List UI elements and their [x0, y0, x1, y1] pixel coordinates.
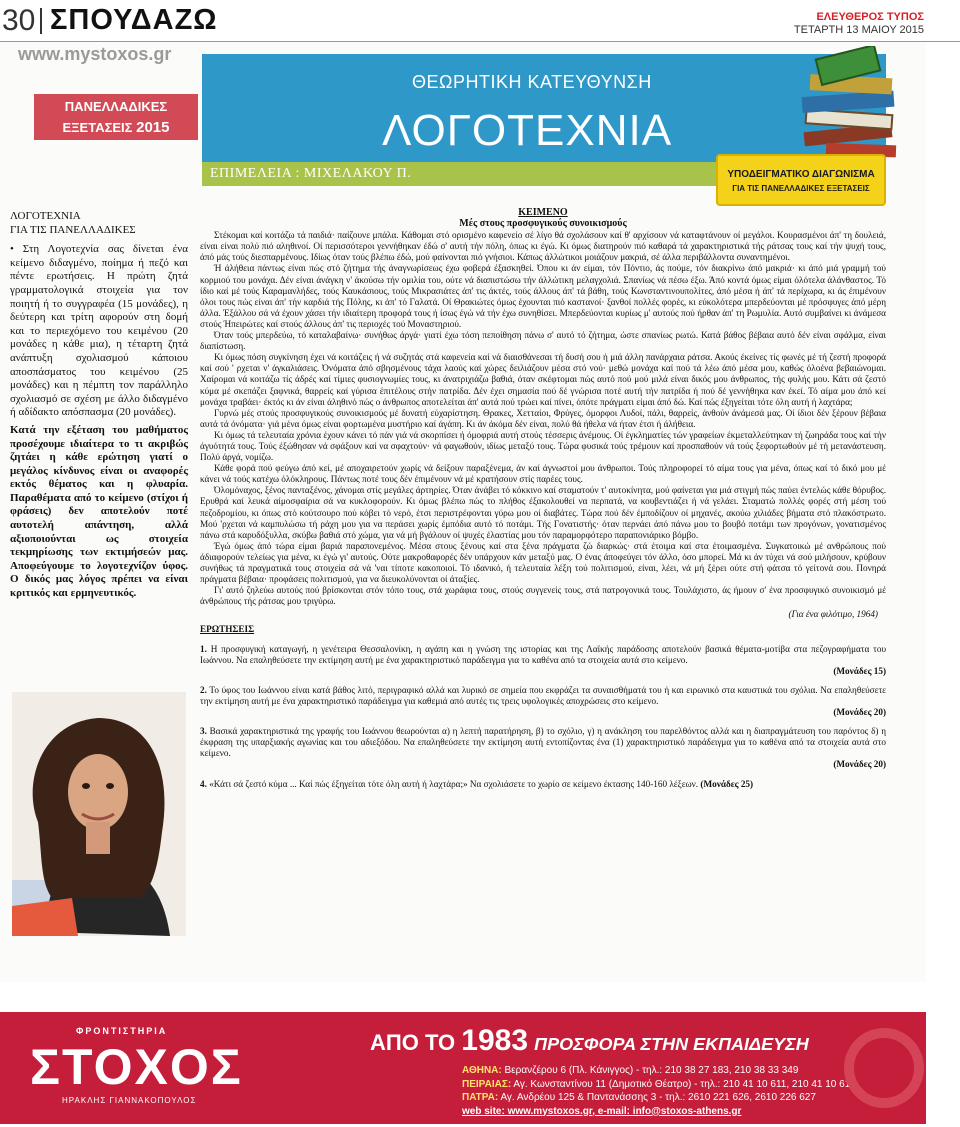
ad-founder: ΗΡΑΚΛΗΣ ΓΙΑΝΝΑΚΟΠΟΥΛΟΣ	[62, 1096, 197, 1105]
banner-title: ΛΟΓΟΤΕΧΝΙΑ	[382, 106, 673, 155]
text-paragraph: Όταν τούς μπερδεύω, τό καταλαβαίνω· συνήθως άργά· γιατί έχω τόση πεποίθηση πάνω σ' αυτό τό ζήτημα, ώστε σπανίως ρωτώ. Κατά βάθος βέβαια αυτό δέν είναι σφάλμα, είναι διαπίστωση.	[200, 330, 886, 352]
text-paragraph: Κάθε φορά πού φεύγω άπό κεί, μέ αποχαιρετούν χωρίς νά δείξουν παραξένεμα, άν καί άγνωστοί μου άνθρωποι. Τούς πληροφορεί τό αίμα τους για μένα, όπως καί τό δικό μου μέ κάνει νά τούς κατέχω όλόκληρους. Πάντως ποτέ τους δέν έπιμένουν νά μέ κρατήσουν στίς παρέες τους.	[200, 463, 886, 485]
page-number: 30	[2, 4, 36, 37]
text-paragraph: Στέκομαι καί κοιτάζω τά παιδιά· παίζουνε μπάλα. Κάθομαι στό ορισμένο καφενείο σέ λίγο θά σχολάσουν καί θ' αρχίσουν νά καταφτάνουν οί μεγάλοι. Κουρασμένοι άπ' τη δουλειά, είναι είναι πολύ πιό αληθινοί. Οί περισσότεροι γεννήθηκαν έδώ σ' αυτή τήν πόλη, όπως κι έγώ. Κι όμως διατηρούν πιό καθαρά τά χαρακτηριστικά τής ράτσας τους καί τήν ψυχή τους, άπό μάς τούς διεσπαρμένους. Ιδίως όταν τούς βλέπω έδώ, μού φαίνονται πιό γνήσιοι. Κάπως άλλώτικοι μοιάζουν μακριά, σέ άλλα περιβάλλοντα συναντημένοι.	[200, 230, 886, 263]
section-title: ΣΠΟΥΔΑΖΩ	[50, 4, 218, 36]
stoxos-advertisement	[0, 1012, 926, 1124]
badge-line2: ΕΞΕΤΑΣΕΙΣ	[62, 120, 133, 135]
badge-year: 2015	[136, 119, 170, 136]
text-paragraph: Ή άλήθεια πάντως είναι πώς στό ζήτημα τής άναγνωρίσεως έχω φοβερά έξασκηθεί. Όπου κι άν είμαι, τόν Πόντιο, άς πούμε, τόν διακρίνω άπό μακριά· κι άπό μιά γραμμή τού κορμιού του μονάχα. Δέν είναι άνάγκη ν' άκούσω τήν ομιλία του, ούτε νά διαπιστώσω τήν άλλώτικη μελαγχολιά. Σπανίως νά πέσω έξω. Άπό κοντά όμως είμαι όλότελα άλάνθαστος. Τό ίδιο καί μέ τούς Καραμανλήδες, τούς Καυκάσιους, τούς Μικρασιάτες άπ' τις άκτές, τούς άλλους άπ' τά βάθη, τούς Κωνσταντινουπολίτες, άπό μέσα ή άπ' τά περίχωρα, κι άς έπιμένουν όλοι τους πώς είναι άπ' τήν καρδιά τής Πόλης, κι άπ' τό Γαλατά. Οί Θρακιώτες όμως έχουνται πιό καστανοί· ξανθοί πολλές φορές, κι εύκολότερα μπερδεύονται μέ πρόσφυγες άπό μέρη άλλα. Έξάλλου σά νά έχουν χάσει τήν ιδιαίτερη προφορά τους ή ίσως έγώ νά τήν έχω συνηθίσει. Μπερδεύονται κυρίως μ' αυτούς πού ήρθαν άπ' τη Ρωμυλία. Αυτό συμβαίνει κι άνάμεσα στούς Ήπειρώτες καί στούς άλλους άπ' τις περιοχές τού Μοναστηριού.	[200, 263, 886, 329]
text-paragraph: Έγώ όμως άπό τώρα είμαι βαριά παραπονεμένος. Μέσα στους ξένους καί στα ξένα πράγματα ζώ διαρκώς· στά έτοιμα καί στα έτοιμασμένα. Συγκατοικώ μέ ανθρώπους πού άδιαφορούν τελείως για μένα, κι έγώ γι' αυτούς. Ούτε μακροθαφορές δέν υπάρχουν κάν μεταξύ μας. Ο ένας άποφεύγει τόν άλλο, όσο μπορεί. Μά κι άν τύχει νά σού μιλήσουν, κρύβουν συνήθως τά πραγματικά τους στοιχεία σά νά 'ναι τίποτε κακοποιοί. Τό ιδανικό, ή τελευταία λέξη τού πολιτισμού, είναι, λέει, νά μή ξέρει ούτε στή φάτσα τό γείτονά σου. Πονηρά πράγματα βέβαια· προφάσεις πολιτισμού, για να διευκολύνονται οί άταξίες.	[200, 540, 886, 585]
editor-credit: ΕΠΙΜΕΛΕΙΑ : ΜΙΧΕΛΑΚΟΥ Π.	[210, 166, 412, 181]
ad-address-patra	[462, 1091, 856, 1105]
ad-address-text: Αγ. Κωνσταντίνου 11 (Δημοτικό Θέατρο) - τηλ.: 210 41 10 611, 210 41 10 612	[513, 1078, 856, 1090]
left-intro-text: • Στη Λογοτεχνία σας δίνεται ένα κείμενο διδαγμένο, ποίημα ή πεζό και πέντε ερωτήσεις. Η πρώτη ζητά γραμματολογικά στοιχεία για τον ποιητή ή το συγγραφέα (15 μονάδες), η δεύτερη και τρίτη αφορούν στη δομή και το περιεχόμενο του κειμένου (20 μονάδες η κάθε μια), η τέταρτη ζητά ανάπτυξη σχολιασμού κάποιου αποσπάσματος του κειμένου (25 μονάδες) και η πέμπτη τον παράλληλο σχολιασμό σε σχέση με άλλο διδαγμένο ή αδίδακτο απόσπασμα (20 μονάδες).	[10, 243, 188, 419]
question-number: 2.	[200, 684, 207, 695]
text-source: (Για ένα φιλότιμο, 1964)	[788, 609, 878, 620]
text-paragraph: Κι όμως πόση συγκίνηση έχει νά κοιτάζεις ή νά συζητάς στά καφενεία καί νά διαισθάνεσαι τή δυσή σου ή μιά άλλη πανάρχαια ράτσα. Ακούς έκείνες τίς φωνές μέ τή ζεστή προφορά καί σού ' ρχεται ν' άγκαλιάσεις. Όνόματα άπό σβησμένους τάχα λαούς καί χώρες δειλιάζουν μέσα στό νού· μεθώ μονάχα καί πού τά λέω άπό μέσα μου, καθώς όλοένα βεβαιώνομαι. Χαίρομαι νά κοιτάζω τίς άδρές καί τίμιες φυσιογνωμίες τους, κι άνατριχιάζω βαθιά, όταν σκέφτομαι πώς αυτό πού μού μιλά είναι δικός μου άνθρωπος, τής φυλής μου. Κάτι σά ζεστό κύμα μέ σκεπάζει ξαφνικά, θαρρείς καί γύρισα έπιτέλους στήν πατρίδα. Δέν έχει σημασία πού δέ γνώρισα ποτέ αυτή τήν πατρίδα ή πού δέ γεννήθηκα καν έκεί. Τό αίμα μου άπό κεί μονάχα τραβάει· έκτός κι άν είναι άληθινό πώς ο άνθρωπος αποτελείται άπ' αυτά πού τρώει καί πίνει, όπότε πράγματι είμαι άπό δώ. Καί πώς έξηγείται τότε όλη αυτή ή λαχτάρα;	[200, 352, 886, 407]
question-item	[200, 644, 886, 677]
question-number: 4.	[200, 778, 207, 789]
question-number: 3.	[200, 726, 207, 737]
banner-subtitle: ΘΕΩΡΗΤΙΚΗ ΚΑΤΕΥΘΥΝΣΗ	[412, 72, 652, 92]
ad-city: ΠΕΙΡΑΙΑΣ:	[462, 1078, 512, 1090]
ad-tagline-pre: ΑΠΟ ΤΟ	[370, 1030, 456, 1055]
ad-web-link[interactable]: web site: www.mystoxos.gr, e-mail: info@stoxos-athens.gr	[462, 1105, 742, 1117]
left-advice-text: Κατά την εξέταση του μαθήματος προσέχουμε ιδιαίτερα το τι ακριβώς ζητάει η κάθε ερώτηση γιατί ο μεγάλος κίνδυνος είναι οι αναφορές εκτός θέματος και η φλυαρία. Παραθέματα από το κείμενο (στίχοι ή φράσεις) δεν αποτελούν ποτέ αυτοτελή απάντηση, αλλά αξιοποιούνται ως στοιχεία τεκμηρίωσης των εκτιμήσεών μας. Αποφεύγουμε το λογοτεχνίζον ύφος. Ο δικός μας λόγος πρέπει να είναι κριτικός και ερμηνευτικός.	[10, 423, 188, 600]
question-text: Η προσφυγική καταγωγή, η γενέτειρα Θεσσαλονίκη, η αγάπη και η γνώση της ιστορίας και της Λαϊκής παράδοσης αποτελούν βασικά θέματα-μοτίβα στα πεζογραφήματα του Ιωάννου. Να επαληθεύσετε την εκτίμηση αυτή με ένα χαρακτηριστικό παράδειγμα για το καθένα από τα στοιχεία αυτά στο κείμενο.	[200, 643, 886, 665]
header-divider	[40, 8, 42, 34]
title-banner	[202, 54, 886, 162]
ad-logo: ΣΤΟΧΟΣ	[30, 1039, 243, 1095]
text-label: ΚΕΙΜΕΝΟ	[518, 207, 568, 218]
question-item	[200, 685, 886, 718]
ad-address-text: Αγ. Ανδρέου 125 & Παντανάσσης 3 - τηλ.: 2610 221 626, 2610 226 627	[500, 1092, 816, 1103]
student-portrait-icon	[12, 692, 186, 936]
sample-test-box	[716, 154, 886, 206]
question-marks: (Μονάδες 15)	[833, 665, 886, 676]
site-url: www.mystoxos.gr	[18, 44, 172, 64]
left-heading-line2: ΓΙΑ ΤΙΣ ΠΑΝΕΛΛΑΔΙΚΕΣ	[10, 223, 136, 236]
student-photo	[12, 692, 186, 936]
ad-tagline	[370, 1024, 809, 1058]
ad-address-text: Βερανζέρου 6 (Πλ. Κάνιγγος) - τηλ.: 210 38 27 183, 210 38 33 349	[504, 1065, 799, 1076]
questions-heading: ΕΡΩΤΗΣΕΙΣ	[200, 624, 255, 635]
main-column	[200, 207, 886, 790]
text-paragraph: Κι όμως τά τελευταία χρόνια έχουν κάνει τό πάν γιά νά σκορπίσει ή όμοφριά αυτή στούς τέσσερις άνέμους. Οί έγκληματίες τών γραφείων έκμεταλλεύτηκαν τή ζωηράδα τους καί τήν άγυότητά τους. Τούς έξώθησαν νά σφάξουν καί να σφαχτούν· νά φαγωθούν, ιδίως μεταξύ τους. Τώρα φυσικά τούς τρέμουν καί προσπαθούν νά τούς ξεφορτωθούν μέ τή μετανάστευση. Πολύ άργά, νομίζω.	[200, 429, 886, 463]
books-illustration-icon	[796, 46, 906, 166]
ad-circle-decoration-icon	[844, 1028, 924, 1108]
question-number: 1.	[200, 643, 207, 654]
question-item	[200, 779, 886, 790]
ad-frontisthria: ΦΡΟΝΤΙΣΤΗΡΙΑ	[76, 1026, 168, 1036]
ad-city: ΠΑΤΡΑ:	[462, 1092, 499, 1103]
text-paragraph: Όλομόναχος, ξένος πανταξένος, χάνομαι στίς μεγάλες άρτηρίες. Όταν άνάβει τό κόκκινο καί σταματούν τ' αυτοκίνητα, μού φαίνεται για μιά στιγμή πώς παύει έντελώς κάθε θόρυβος. Ερυθρά καί λευκά αίμοσφαίρια σά να κυκλοφορούν. Κι όμως βλέπω πώς το πλήθος έξακολουθεί να περπατά, να κουβεντιάζει ή νά γελάει. Σταματώ πολλές φορές στή μέση τού πεζοδρομίου, κι όπως στό κούτσουρο πού κόβει τό νερό, έτσι περιστρέφονται γύρω μου οί διαβάτες. Τώρα πού δέν έμποδίζουν οί μηχανές, ακούω χιλιάδες βήματα στό πλακόστρωτο. Μού 'ρχεται νά καμπυλώσω τή ράχη μου για να περάσει χωρίς έμπόδια αυτό τό ποτάμι. Τής Γονατιστής· όταν περνάει άπό πάνω μου το βουβό ποτάμι των προγόνων, γονατισμένος πάνω στά καρυδόξυλλα, σκύβω βαθιά στό χώμα, για νά μή βγάλουν οί ψυχές έλαστίας μου τόν παραμορφότερο παραπονιάρικο βόμβο.	[200, 485, 886, 540]
exam-badge	[34, 94, 198, 140]
article-panel	[0, 42, 926, 982]
question-marks: (Μονάδες 20)	[833, 707, 886, 718]
text-paragraph: Γυρνώ μές στούς προσφυγικούς συνοικισμούς μέ δυνατή εύχαρίστηση. Θρακες, Χετταίοι, Φρύγες, όμορφοι Λυδοί, πάλι, θαρρείς, άνθούν άνάμεσά μας. Οί ίδιοι δέν ξέρουν βέβαια αυτά τά όνόματα· γιά μένα όμως είναι φορτωμένα μυστήριο καί άγάπη. Κι άν άκόμα δέν είναι, πολύ θά ήθελα νά ήταν έτσι ή άλήθεια.	[200, 407, 886, 429]
question-text: «Κάτι σά ζεστό κύμα ... Καί πώς έξηγείται τότε όλη αυτή ή λαχτάρα;» Να σχολιάσετε το χωρίο σε κείμενο έκτασης 140-160 λέξεων.	[209, 778, 699, 789]
question-marks: (Μονάδες 25)	[700, 778, 754, 789]
ad-tagline-year: 1983	[461, 1024, 529, 1057]
ad-address-athens	[462, 1064, 856, 1078]
newspaper-name: ΕΛΕΥΘΕΡΟΣ ΤΥΠΟΣ	[816, 11, 924, 23]
ad-address-piraeus	[462, 1078, 856, 1092]
sample-test-subtitle: ΓΙΑ ΤΙΣ ΠΑΝΕΛΛΑΔΙΚΕΣ ΕΞΕΤΑΣΕΙΣ	[732, 184, 870, 193]
question-text: Το ύφος του Ιωάννου είναι κατά βάθος λιτό, περιγραφικό αλλά και λυρικό σε σημεία που εκφράζει τα συναισθήματά του ή και ειρωνικό στα καυστικά του σχόλια. Να επαληθεύσετε την εκτίμηση αυτή με ένα χαρακτηριστικό παράδειγμα για καθεμιά από αυτές τις τρεις υφολογικές αποχρώσεις στο κείμενο.	[200, 684, 886, 706]
question-item	[200, 726, 886, 770]
left-heading-line1: ΛΟΓΟΤΕΧΝΙΑ	[10, 210, 81, 222]
question-marks: (Μονάδες 20)	[833, 759, 886, 770]
ad-city: ΑΘΗΝΑ:	[462, 1065, 502, 1076]
left-heading	[10, 210, 188, 237]
ad-addresses	[462, 1064, 856, 1118]
left-column	[10, 210, 188, 601]
text-paragraph: Γι' αυτό ζηλεύω αυτούς πού βρίσκονται στόν τόπο τους, στά χωράφια τους, στούς συγγενείς τους, στά πατρογονικά τους. Τουλάχιστο, άς ήμουν σ' ένα προσφυγικό συνοικισμό μέ άνθρώπους τής ράτσας μου τριγύρω.	[200, 585, 886, 607]
question-text: Βασικά χαρακτηριστικά της γραφής του Ιωάννου θεωρούνται α) η λεπτή παρατήρηση, β) το σχόλιο, γ) η ανάκληση του παρελθόντος αλλά και η διαπραγμάτευση του παρόντος δ) η έκφραση της υπαρξιακής αγωνίας και του αδιεξόδου. Να επαληθεύσετε την εκτίμηση αυτή εντοπίζοντας ένα (1) χαρακτηριστικό παράδειγμα για το καθένα από τα στοιχεία αυτά στο κείμενο.	[200, 726, 887, 759]
sample-test-title: ΥΠΟΔΕΙΓΜΑΤΙΚΟ ΔΙΑΓΩΝΙΣΜΑ	[727, 169, 875, 180]
badge-line1: ΠΑΝΕΛΛΑΔΙΚΕΣ	[64, 99, 168, 114]
page-header	[0, 0, 960, 42]
ad-tagline-post: ΠΡΟΣΦΟΡΑ ΣΤΗΝ ΕΚΠΑΙΔΕΥΣΗ	[534, 1034, 809, 1054]
text-title: Μές στους προσφυγικούς συνοικισμούς	[459, 218, 627, 230]
issue-date: ΤΕΤΑΡΤΗ 13 ΜΑΙΟΥ 2015	[793, 24, 924, 36]
